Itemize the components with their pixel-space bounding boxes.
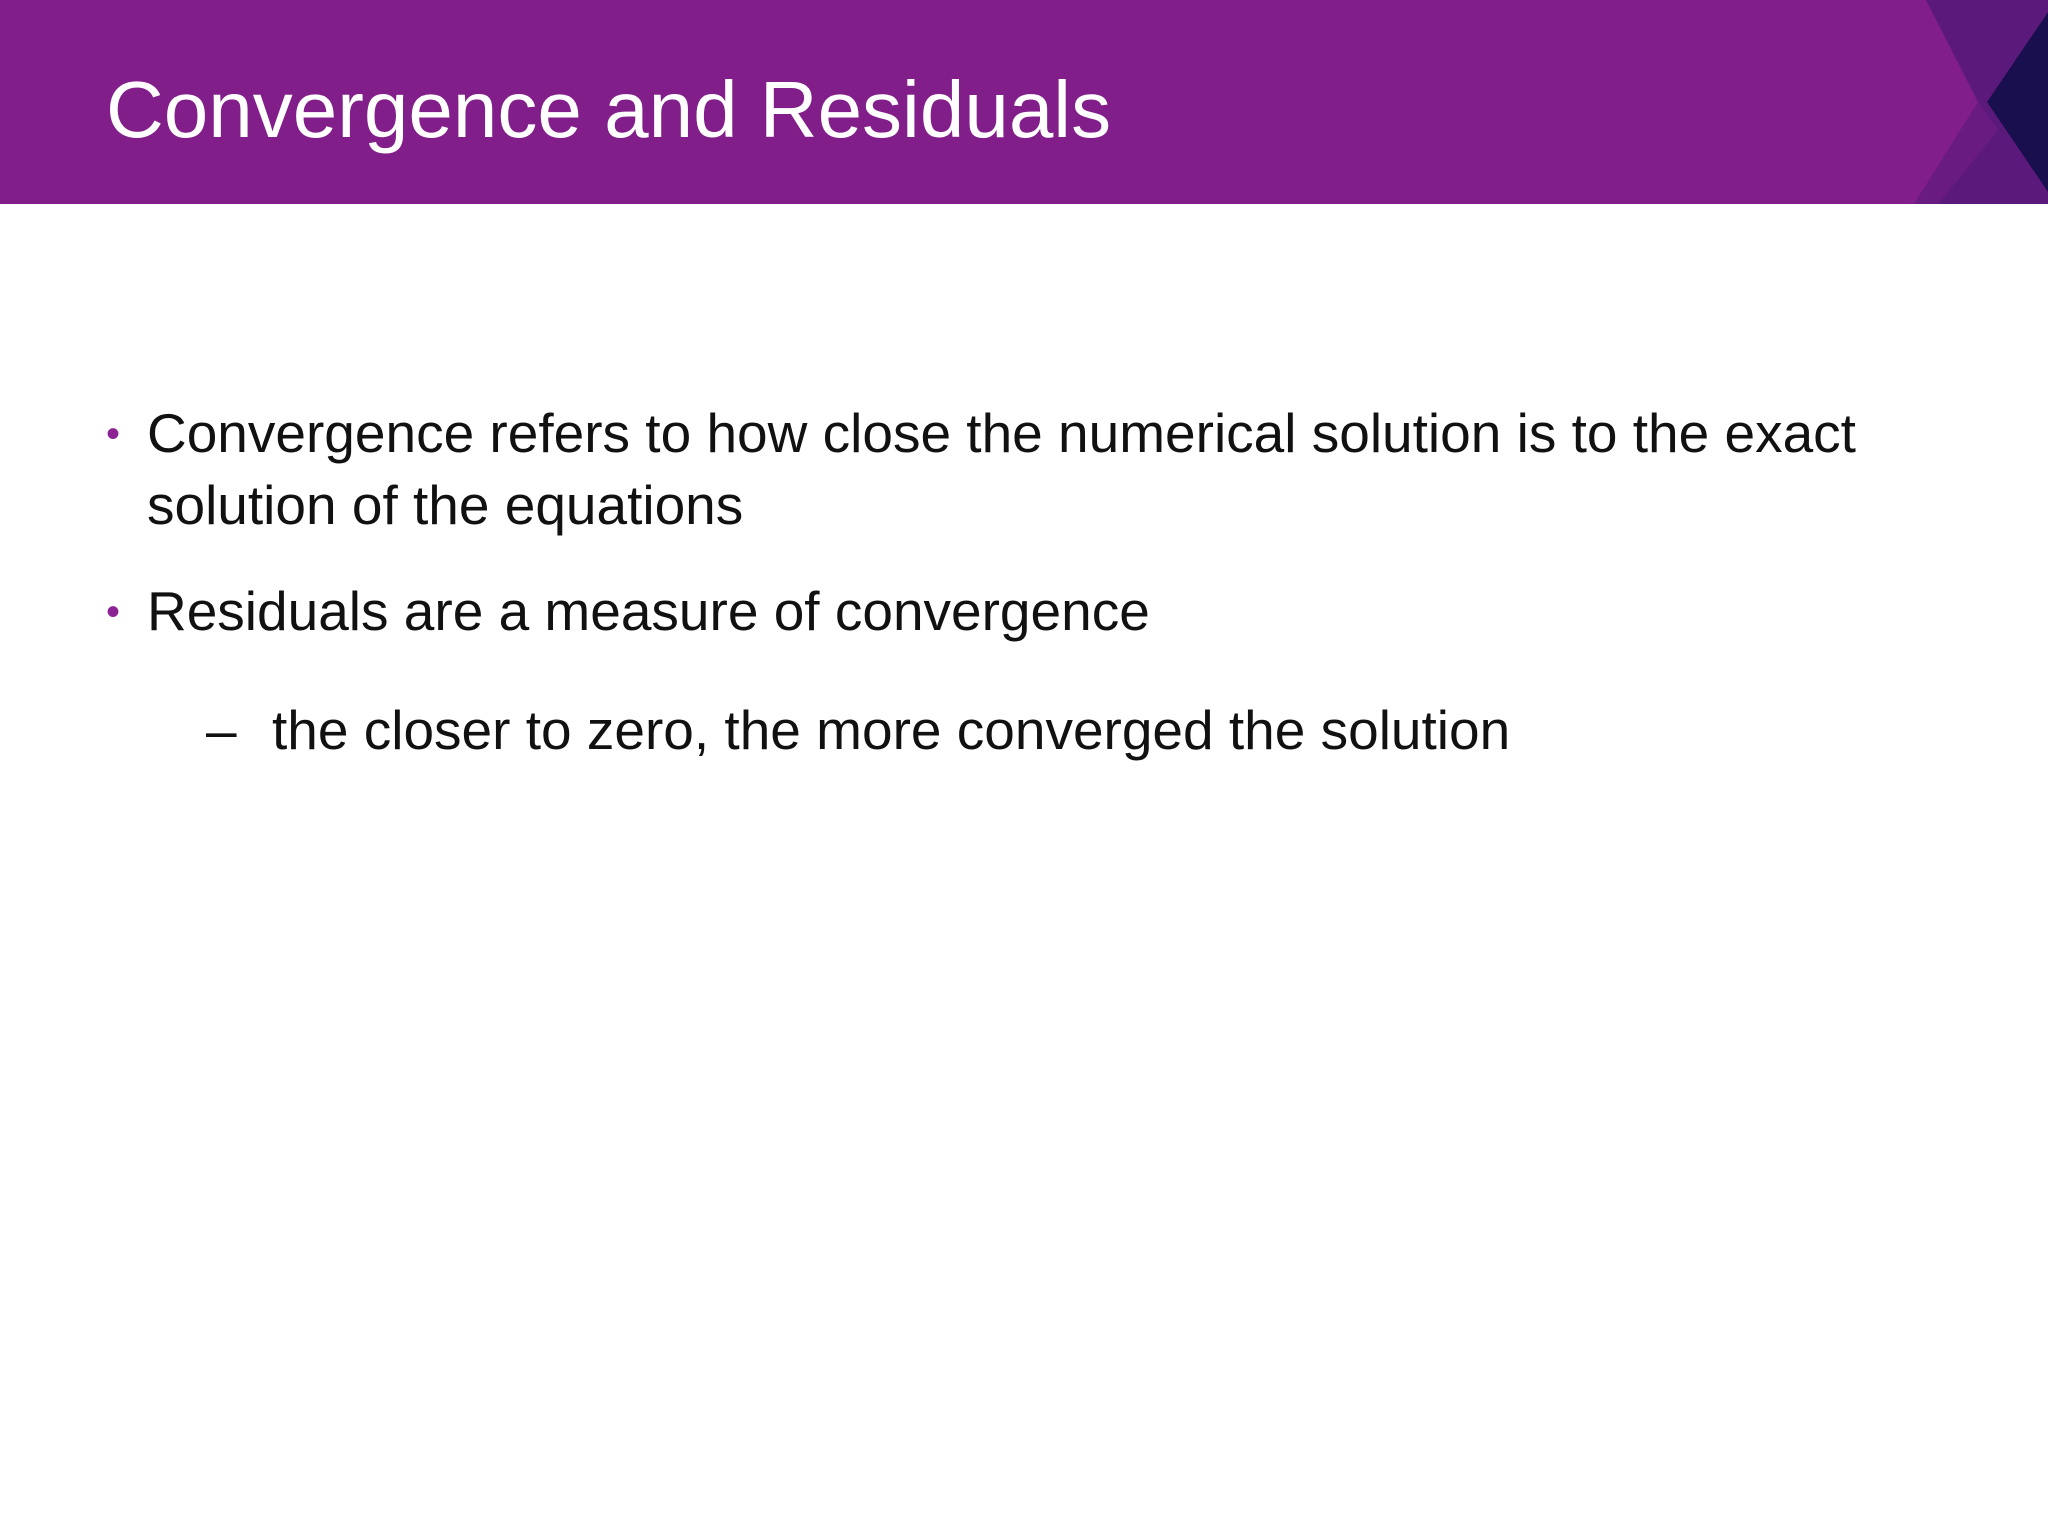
bullet-text-residuals: Residuals are a measure of convergence [147, 580, 1150, 642]
bullet-text-convergence: Convergence refers to how close the numerical solution is to the exact solution of the equations [147, 402, 1856, 536]
sub-bullet-text: the closer to zero, the more converged the solution [272, 699, 1511, 761]
bullet-marker: • [106, 412, 121, 456]
sub-bullet-dash: – [206, 699, 237, 761]
slide-title: Convergence and Residuals [106, 65, 1112, 154]
bullet-marker: • [106, 590, 121, 634]
